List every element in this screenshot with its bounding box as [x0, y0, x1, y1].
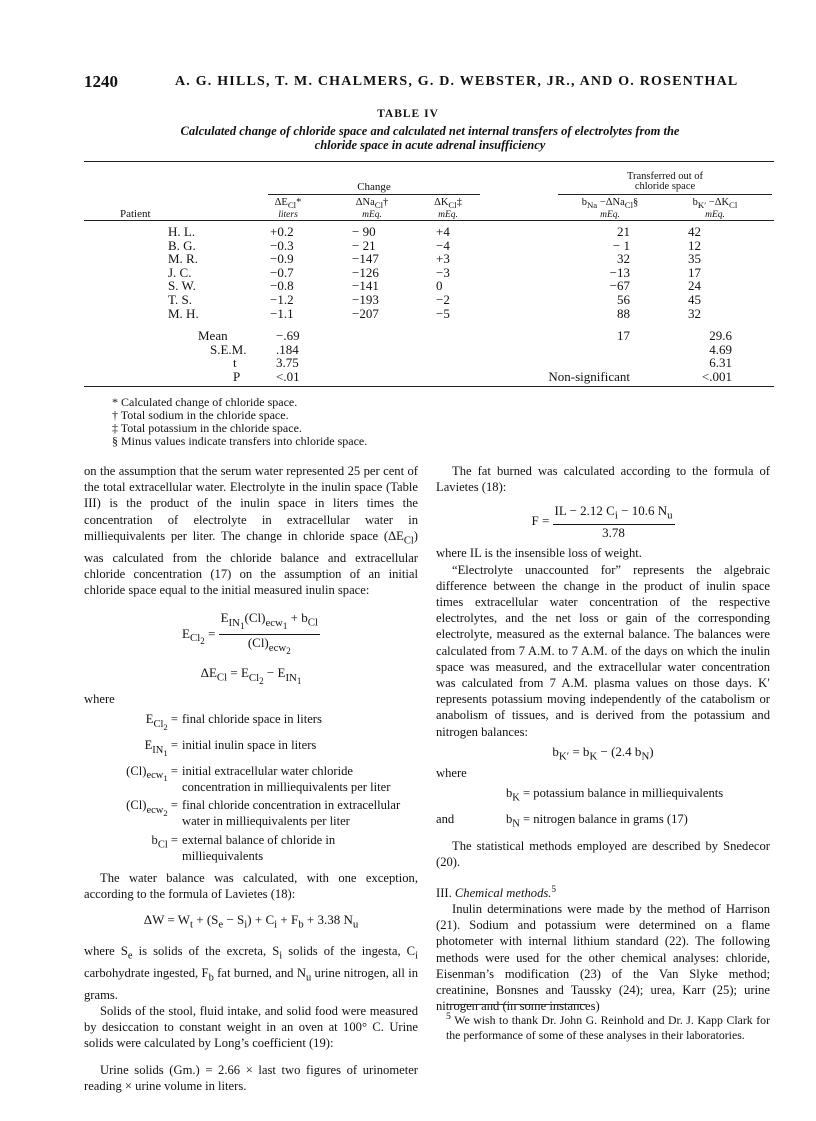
equation-fat-burned: [436, 503, 770, 541]
equation-water-balance: $\Delta W = W_t + (S_e - S_i) + C_i + F_b + 3.38$ $N_u$: [143, 912, 359, 932]
cell-bna: − 1: [612, 237, 630, 253]
cell-stat-label: t: [233, 355, 237, 371]
cell-stat-bk: <.001: [701, 368, 732, 384]
header-delta-na-unit: mEq.: [362, 210, 382, 221]
equation-chloride-space-fraction: [219, 610, 320, 659]
right-paragraph-1: The fat burned was calculated according to the formula of Lavietes (18):: [436, 464, 770, 495]
cell-delta-k: +3: [436, 251, 450, 267]
table-body: [0, 0, 816, 400]
cell-patient: H. L.: [168, 224, 196, 239]
definition-term: $E_{Cl_2}$ =: [145, 712, 178, 732]
cell-stat-delta-e: 3.75: [276, 355, 299, 371]
running-header-authors: A. G. HILLS, T. M. CHALMERS, G. D. WEBSTER, JR., AND O. ROSENTHAL: [175, 74, 739, 89]
cell-delta-na: −193: [352, 292, 379, 307]
section-footnote-mark: 5: [551, 883, 556, 894]
equation-fat-burned-numerator: IL − 2.12 $C_i - 10.6$ $N_u$: [553, 503, 675, 525]
definition-text: external balance of chloride in milliequivalents: [182, 832, 336, 863]
cell-patient: M. H.: [168, 305, 199, 321]
cell-bna: −13: [609, 264, 630, 280]
definition-term: $b_{Cl}$ =: [151, 832, 178, 851]
left-column: [84, 463, 418, 1094]
cell-delta-na: − 21: [352, 237, 376, 253]
left-paragraph-2: The water balance was calculated, with one exception, according to the formula of Lavietes (18):: [84, 871, 418, 902]
definition-term: $E_{IN_1}$ =: [144, 738, 178, 758]
cell-delta-e: −1.2: [270, 292, 294, 307]
cell-delta-e: +0.2: [270, 224, 294, 239]
cell-bna: 21: [617, 224, 630, 239]
cell-delta-na: −147: [352, 251, 379, 267]
right-paragraph-2: where IL is the insensible loss of weight.: [436, 546, 642, 561]
definition-term: $(Cl)_{ecw_1}$ =: [126, 763, 178, 784]
right-definitions: [436, 765, 770, 833]
cell-bna: −67: [609, 278, 630, 294]
header-group-transferred-line-2: chloride space: [634, 181, 696, 192]
header-delta-k-unit: mEq.: [438, 210, 458, 221]
cell-stat-label: Mean: [198, 328, 228, 343]
table-note-4: § Minus values indicate transfers into chloride space.: [112, 434, 368, 448]
table-caption-line-1: Calculated change of chloride space and calculated net internal transfers of electrolytes from the: [180, 124, 680, 138]
cell-delta-e: −0.7: [270, 264, 294, 280]
cell-delta-k: −4: [436, 237, 450, 253]
left-paragraph-5: Urine solids (Gm.) = 2.66 × last two figures of urinometer reading × urine volume in liters.: [84, 1062, 418, 1093]
right-and: and: [436, 811, 455, 826]
equation-chloride-space-denominator: $(Cl)_{ecw_2}$: [247, 635, 291, 656]
equation-chloride-space-lhs: $E_{Cl_2}$ =: [182, 625, 216, 647]
header-delta-na-label: ΔNa$_{Cl}$†: [355, 197, 389, 211]
left-where: where: [84, 692, 115, 706]
header-bna-label: $b_{Na}$ −ΔNa$_{Cl}$§: [581, 197, 639, 211]
right-paragraph-3: “Electrolyte unaccounted for” represents the algebraic difference between the change in the product of inulin space times extracellular water concentration of the respective electrolytes, and the net loss or gain of the corresponding electrolyte, measured as the external balance. The balances were calculated from 7 A.M. to 7 A.M. of the days on which the inulin space was measured, and the extracellular water concentration was calculated from 7 A.M. plasma values on those days. K′ represents potassium moving independently of the catabolism or anabolism of tissues, and is derived from the potassium and nitrogen balances:: [436, 562, 770, 739]
header-group-transferred-line-1: Transferred out of: [626, 171, 703, 182]
table-note-3: ‡ Total potassium in the chloride space.: [112, 421, 302, 435]
definition-term: $(Cl)_{ecw_2}$ =: [126, 798, 178, 818]
cell-patient: T. S.: [168, 292, 192, 307]
cell-patient: J. C.: [168, 264, 192, 280]
header-patient: Patient: [120, 208, 151, 220]
right-paragraph-4: The statistical methods employed are described by Snedecor (20).: [436, 839, 770, 870]
page-number: 1240: [84, 72, 118, 91]
cell-delta-na: − 90: [352, 224, 376, 239]
cell-stat-delta-e: .184: [276, 341, 299, 357]
definition-bn: $b_N$ = nitrogen balance in grams (17): [506, 811, 688, 830]
cell-delta-e: −0.8: [270, 278, 294, 294]
cell-bk: 32: [688, 305, 701, 321]
section-number: III.: [436, 885, 452, 900]
footnote-rule: [446, 1004, 586, 1005]
equation-delta-chloride-space: $\Delta E_{Cl} = E_{Cl_2} - E_{IN_1}$: [200, 665, 302, 686]
cell-bk: 17: [688, 264, 701, 280]
cell-delta-k: −5: [436, 305, 450, 321]
cell-stat-bk: 6.31: [709, 355, 732, 371]
definition-text: final chloride concentration in extracellular water in milliequivalents per liter: [182, 798, 401, 829]
left-paragraph-3: where $S_e$ is solids of the excreta, $S_i$ solids of the ingesta, $C_i$ carbohydrate ingested, $F_b$ fat burned, and $N_u$ urine nitrogen, all in grams.: [84, 944, 419, 1002]
cell-patient: M. R.: [168, 251, 198, 267]
table-note-2: † Total sodium in the chloride space.: [112, 408, 289, 422]
header-group-change: Change: [357, 181, 391, 193]
cell-stat-bk: 4.69: [709, 341, 732, 357]
footnote-5: $^5$ We wish to thank Dr. John G. Reinhold and Dr. J. Kapp Clark for the performance of some of these analyses in their laboratories.: [446, 1011, 770, 1042]
header-delta-e-unit: liters: [278, 210, 298, 221]
cell-stat-bna: Non-significant: [548, 368, 630, 384]
definition-bk: $b_K$ = potassium balance in milliequivalents: [506, 785, 724, 804]
table-caption-line-2: chloride space in acute adrenal insufficiency: [314, 138, 546, 152]
equation-chloride-space-numerator: $E_{IN_1}(Cl)_{ecw_1} + b_{Cl}$: [219, 610, 320, 635]
cell-stat-delta-e: <.01: [276, 368, 300, 384]
cell-stat-label: P: [233, 368, 241, 384]
table-label: TABLE IV: [377, 108, 439, 120]
right-paragraph-5: Inulin determinations were made by the method of Harrison (21). Sodium and potassium were determined on a flame photometer with internal lithium standard (22). The following methods were used for the other chemical analyses: chloride, Eisenman’s modification (23) of the Van Slyke method; creatinine, Bonsnes and Taussky (24); urea, Karr (25); urine nitrogen and (in some instances): [436, 902, 770, 1014]
cell-stat-bk: 29.6: [709, 328, 732, 343]
header-bk-label: $b_{K'} -\Delta K_{Cl}$: [692, 197, 738, 211]
cell-bk: 12: [688, 237, 701, 253]
section-heading: [436, 881, 770, 901]
cell-bna: 88: [617, 305, 630, 321]
cell-delta-e: −0.9: [270, 251, 294, 267]
equation-potassium-balance: $b_{K'} = b_K - (2.4$ $b_N$): [552, 743, 654, 763]
cell-delta-k: −3: [436, 264, 450, 280]
cell-delta-k: −2: [436, 292, 450, 307]
cell-patient: B. G.: [168, 237, 196, 253]
right-column: [436, 463, 770, 1015]
equation-fat-burned-fraction: [553, 503, 675, 541]
header-delta-k-label: $\Delta K_{Cl}\ddagger$: [434, 197, 462, 211]
definition-text: initial inulin space in liters: [182, 738, 317, 753]
equation-chloride-space: [84, 610, 418, 659]
cell-bna: 56: [617, 292, 630, 307]
cell-bk: 35: [688, 251, 701, 267]
cell-delta-k: 0: [436, 278, 443, 294]
cell-delta-k: +4: [436, 224, 450, 239]
right-where: where: [436, 765, 467, 780]
cell-delta-na: −126: [352, 264, 379, 280]
table-note-1: * Calculated change of chloride space.: [112, 395, 298, 409]
equation-fat-burned-lhs: F =: [531, 513, 550, 529]
cell-bk: 45: [688, 292, 701, 307]
left-paragraph-4: Solids of the stool, fluid intake, and solid food were measured by desiccation to constant weight in an oven at 100° C. Urine solids were calculated by Long’s coefficient (19):: [84, 1003, 418, 1051]
cell-delta-na: −141: [352, 278, 379, 294]
cell-bk: 42: [688, 224, 701, 239]
cell-bna: 32: [617, 251, 630, 267]
cell-stat-delta-e: −.69: [276, 328, 300, 343]
left-paragraph-1: on the assumption that the serum water represented 25 per cent of the total extracellular water. Electrolyte in the inulin space (Table III) is the product of the inulin space in liters times the concentration of electrolyte in extracellular water in milliequivalents per liter. The change in chloride space $(\Delta E_{Cl})$ was calculated from the chloride balance and extracellular chloride concentration (17) on the assumption of an initial chloride space equal to the initial measured inulin space:: [84, 464, 418, 597]
cell-delta-e: −0.3: [270, 237, 294, 253]
cell-delta-na: −207: [352, 305, 379, 321]
header-bna-unit: mEq.: [600, 210, 620, 221]
cell-delta-e: −1.1: [270, 305, 294, 321]
cell-patient: S. W.: [168, 278, 196, 294]
equation-fat-burned-denominator: 3.78: [602, 525, 625, 541]
section-title: Chemical methods.: [454, 885, 552, 900]
left-definitions: [84, 711, 418, 864]
cell-stat-label: S.E.M.: [210, 341, 247, 357]
header-bk-unit: mEq.: [705, 210, 725, 221]
cell-stat-bna: 17: [617, 328, 630, 343]
header-delta-e-label: $\Delta E_{Cl}*$: [274, 197, 302, 211]
definition-text: initial extracellular water chloride concentration in milliequivalents per liter: [182, 763, 391, 795]
cell-bk: 24: [688, 278, 701, 294]
definition-text: final chloride space in liters: [182, 712, 322, 727]
